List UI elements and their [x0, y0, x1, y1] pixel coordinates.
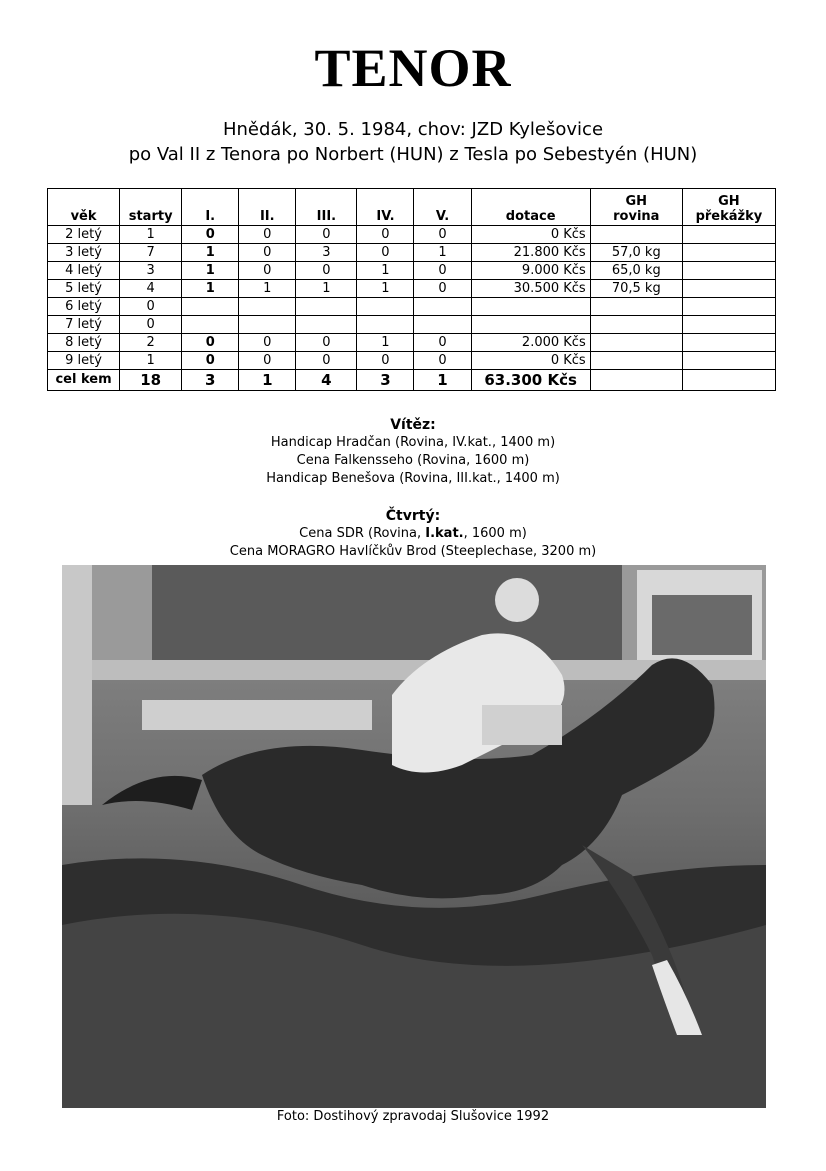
- cell-p3: [296, 298, 357, 316]
- total-p5: 1: [414, 370, 471, 391]
- cell-p4: 0: [357, 244, 414, 262]
- horse-info-line: Hnědák, 30. 5. 1984, chov: JZD Kylešovice: [222, 119, 604, 140]
- header-place-3: III.: [296, 189, 357, 226]
- cell-starts: 1: [120, 226, 182, 244]
- cell-age: 3 letý: [48, 244, 120, 262]
- cell-age: 4 letý: [48, 262, 120, 280]
- table-row: [48, 226, 776, 244]
- cell-p3: 1: [296, 280, 357, 298]
- table-row: [48, 280, 776, 298]
- cell-p3: 0: [296, 334, 357, 352]
- header-place-4: IV.: [357, 189, 414, 226]
- cell-p5: 0: [414, 226, 471, 244]
- table-header-row: [48, 189, 776, 226]
- cell-starts: 4: [120, 280, 182, 298]
- header-gh-obstacles: [682, 189, 775, 226]
- cell-gh-flat: 57,0 kg: [590, 244, 682, 262]
- total-starts: 18: [120, 370, 182, 391]
- cell-gh-flat: [590, 334, 682, 352]
- table-row: [48, 316, 776, 334]
- fourth-place-section: [0, 507, 826, 561]
- cell-p1: 1: [182, 262, 239, 280]
- cell-p5: [414, 298, 471, 316]
- cell-p2: 0: [239, 226, 296, 244]
- table-row: [48, 244, 776, 262]
- cell-gh-flat: [590, 298, 682, 316]
- cell-p2: 0: [239, 244, 296, 262]
- cell-gh-obst: [682, 262, 775, 280]
- table-row: [48, 298, 776, 316]
- cell-gh-obst: [682, 280, 775, 298]
- fourth-race-2: Cena MORAGRO Havlíčkův Brod (Steeplechase, 3200 m): [229, 544, 597, 559]
- cell-p4: 1: [357, 262, 414, 280]
- horse-jumping-photo: [62, 565, 766, 1108]
- cell-age: 7 letý: [48, 316, 120, 334]
- cell-p2: [239, 298, 296, 316]
- cell-gh-flat: 70,5 kg: [590, 280, 682, 298]
- cell-starts: 2: [120, 334, 182, 352]
- cell-p2: 0: [239, 352, 296, 370]
- cell-age: 6 letý: [48, 298, 120, 316]
- fourth-race-1-start: Cena SDR (Rovina,: [299, 526, 426, 541]
- cell-p1: 0: [182, 226, 239, 244]
- winner-race-1: Handicap Hradčan (Rovina, IV.kat., 1400 m): [270, 435, 556, 450]
- pedigree-line: po Val II z Tenora po Norbert (HUN) z Tesla po Sebestyén (HUN): [128, 144, 698, 165]
- header-place-5: V.: [414, 189, 471, 226]
- cell-starts: 0: [120, 298, 182, 316]
- cell-p2: 1: [239, 280, 296, 298]
- header-prize: dotace: [471, 189, 590, 226]
- cell-starts: 7: [120, 244, 182, 262]
- total-age: cel kem: [48, 370, 120, 391]
- cell-age: 8 letý: [48, 334, 120, 352]
- cell-age: 2 letý: [48, 226, 120, 244]
- cell-prize: 30.500 Kčs: [471, 280, 590, 298]
- table-row: [48, 352, 776, 370]
- cell-gh-obst: [682, 352, 775, 370]
- cell-gh-obst: [682, 226, 775, 244]
- table-total-row: [48, 370, 776, 391]
- total-p2: 1: [239, 370, 296, 391]
- cell-age: 5 letý: [48, 280, 120, 298]
- cell-p4: 0: [357, 226, 414, 244]
- fourth-race-1: [0, 525, 826, 543]
- cell-p2: [239, 316, 296, 334]
- cell-p4: [357, 298, 414, 316]
- cell-p4: 1: [357, 334, 414, 352]
- cell-p5: 0: [414, 352, 471, 370]
- header-gh-obstacles-line2: překážky: [695, 209, 763, 224]
- cell-p3: 0: [296, 262, 357, 280]
- cell-p4: [357, 316, 414, 334]
- total-gh-flat: [590, 370, 682, 391]
- cell-gh-flat: [590, 316, 682, 334]
- cell-p5: [414, 316, 471, 334]
- cell-p1: 0: [182, 334, 239, 352]
- cell-gh-obst: [682, 244, 775, 262]
- photo-caption: Foto: Dostihový zpravodaj Slušovice 1992: [276, 1109, 550, 1124]
- cell-p5: 1: [414, 244, 471, 262]
- cell-p4: 1: [357, 280, 414, 298]
- header-gh-obstacles-line1: GH: [718, 194, 740, 209]
- cell-gh-obst: [682, 316, 775, 334]
- header-gh-flat-line2: rovina: [613, 209, 660, 224]
- cell-prize: [471, 316, 590, 334]
- cell-prize: 21.800 Kčs: [471, 244, 590, 262]
- cell-p3: 0: [296, 352, 357, 370]
- cell-prize: 0 Kčs: [471, 226, 590, 244]
- cell-starts: 3: [120, 262, 182, 280]
- header-place-2: II.: [239, 189, 296, 226]
- cell-p5: 0: [414, 280, 471, 298]
- cell-prize: 2.000 Kčs: [471, 334, 590, 352]
- winner-race-3: Handicap Benešova (Rovina, III.kat., 1400 m): [266, 471, 560, 486]
- cell-p5: 0: [414, 334, 471, 352]
- cell-p1: 1: [182, 244, 239, 262]
- cell-prize: 0 Kčs: [471, 352, 590, 370]
- cell-starts: 1: [120, 352, 182, 370]
- cell-p1: [182, 316, 239, 334]
- cell-p5: 0: [414, 262, 471, 280]
- cell-p1: 0: [182, 352, 239, 370]
- cell-p2: 0: [239, 334, 296, 352]
- cell-prize: 9.000 Kčs: [471, 262, 590, 280]
- cell-gh-flat: 65,0 kg: [590, 262, 682, 280]
- header-age: věk: [48, 189, 120, 226]
- fourth-race-1-category: I.kat.: [425, 526, 464, 541]
- header-starts: starty: [120, 189, 182, 226]
- cell-p1: 1: [182, 280, 239, 298]
- table-row: [48, 262, 776, 280]
- cell-gh-obst: [682, 334, 775, 352]
- horse-name-title: TENOR: [314, 38, 512, 98]
- winner-heading: Vítěz:: [390, 417, 436, 433]
- cell-gh-flat: [590, 226, 682, 244]
- cell-p3: 3: [296, 244, 357, 262]
- cell-p2: 0: [239, 262, 296, 280]
- cell-p1: [182, 298, 239, 316]
- cell-starts: 0: [120, 316, 182, 334]
- race-statistics-table: [47, 188, 776, 391]
- total-p4: 3: [357, 370, 414, 391]
- cell-p4: 0: [357, 352, 414, 370]
- header-gh-flat-line1: GH: [625, 194, 648, 209]
- winner-section: [0, 416, 826, 488]
- total-gh-obst: [682, 370, 775, 391]
- header-place-1: I.: [182, 189, 239, 226]
- fourth-heading: Čtvrtý:: [385, 508, 441, 524]
- cell-age: 9 letý: [48, 352, 120, 370]
- winner-race-2: Cena Falkensseho (Rovina, 1600 m): [296, 453, 530, 468]
- table-row: [48, 334, 776, 352]
- total-p3: 4: [296, 370, 357, 391]
- cell-p3: 0: [296, 226, 357, 244]
- cell-gh-obst: [682, 298, 775, 316]
- cell-gh-flat: [590, 352, 682, 370]
- cell-p3: [296, 316, 357, 334]
- total-p1: 3: [182, 370, 239, 391]
- fourth-race-1-end: , 1600 m): [463, 526, 527, 541]
- total-prize: 63.300 Kčs: [471, 370, 590, 391]
- header-gh-flat: [590, 189, 682, 226]
- cell-prize: [471, 298, 590, 316]
